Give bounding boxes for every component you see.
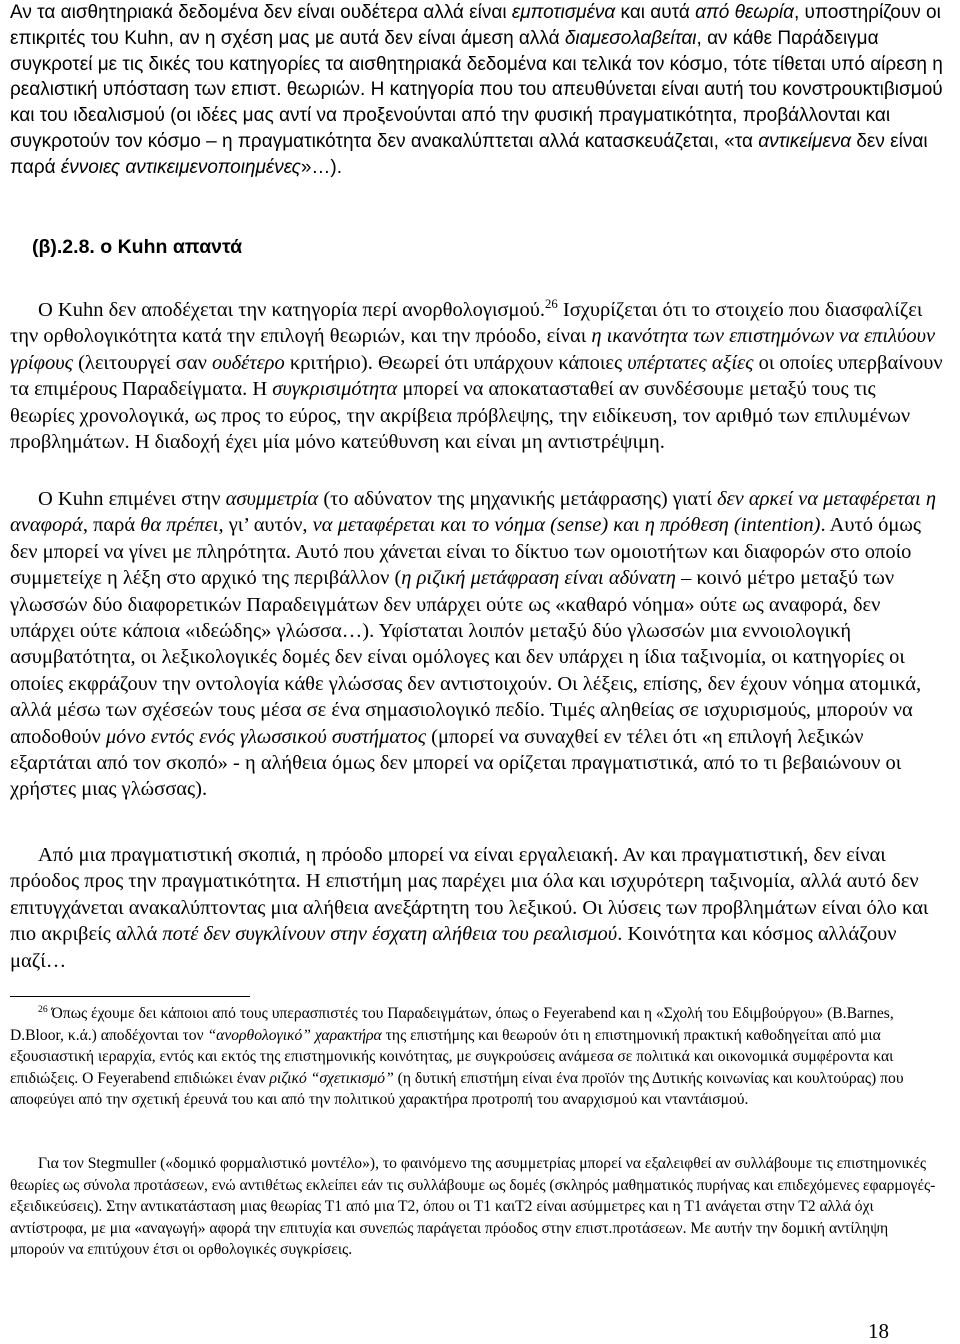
text-run: Ισχυρίζεται ότι το στοιχείο που διασφαλίζει την ορθολογικότητα κατά την επιλογή θεωριών, και την πρόοδο, είναι bbox=[10, 299, 923, 348]
text-run: Για τον Stegmuller («δομικό φορμαλιστικό μοντέλο»), το φαινόμενο της ασυμμετρίας μπορεί να εξαλειφθεί αν συλλάβουμε τις επιστημονικές θεωρίες ως σύνολα προτάσεων, ενώ αντιθέτως εκλείπει εάν τις συλλάβουμε ως δομές (σκληρός μαθηματικός πυρήνας και επιδεχόμενες εφαρμογές-εξειδικεύσεις). Στην αντικατάσταση μιας θεωρίας Τ1 από μια Τ2, όπου οι Τ1 καιΤ2 είναι ασύμμετρες και η Τ1 ανάγεται στην Τ2 αλλά όχι αντίστροφα, με μια «αναγωγή» αφορά την επιτυχία και συνεπώς παράγεται πρόοδος στην επιστ.προτάσεων. Με αυτήν την δομική αντίληψη μπορούν να επιτύχουν έτσι οι ορθολογικές συγκρίσεις. bbox=[10, 1155, 936, 1259]
body-paragraph bbox=[10, 297, 945, 455]
text-run: – κοινό μέτρο μεταξύ των γλωσσών δύο διαφορετικών Παραδειγμάτων δεν υπάρχει ούτε ως «καθαρό νόημα» ούτε ως αναφορά, δεν υπάρχει ούτε κάποια «ιδεώδης» γλώσσα…). Υφίσταται λοιπόν μεταξύ δύο γλωσσών μια εννοιολογική ασυμβατότητα, οι λεξικολογικές δομές δεν είναι ομόλογες και δεν υπάρχει η ίδια ταξινομία, οι κατηγορίες οι οποίες εκφράζουν την οντολογία κάθε γλώσσας δεν αντιστοιχούν. Οι λέξεις, επίσης, δεν έχουν νόημα ατομικά, αλλά μέσω των σχέσεών τους μέσα σε ένα σημασιολογικό πεδίο. Τιμές αληθείας σε ισχυρισμούς, μπορούν να αποδοθούν bbox=[10, 567, 922, 748]
text-run: Όπως έχουμε δει κάποιοι από τους υπερασπιστές του Παραδειγμάτων, όπως ο Feyerabend και η «Σχολή του Εδιμβούργου» (B.Barnes, D.Bloor, κ.ά.) αποδέχονται τον bbox=[10, 1005, 894, 1044]
text-run: . Αυτό όμως δεν μπορεί να γίνει με πληρότητα. Αυτό που χάνεται είναι το δίκτυο των ομοιοτήτων και διαφορών στο οποίο συμμετείχε η λέξη στο αρχικό της περιβάλλον ( bbox=[10, 514, 922, 590]
text-run: ουδέτερο bbox=[211, 351, 285, 374]
footnote bbox=[10, 1003, 945, 1111]
text-run: της επιστήμης και θεωρούν ότι η επιστημονική πρακτική καθοδηγείται από μια εξουσιαστική ιεραρχία, εντός και εκτός της επιστημονικής κοινότητας, με συγκρούσεις ανάμεσα σε πολιτικά και οικονομικά συμφέροντα και επιδιώξεις. Ο Feyerabend επιδιώκει έναν bbox=[10, 1026, 894, 1087]
text-run: Αν τα αισθητηριακά δεδομένα δεν είναι ουδέτερα αλλά είναι bbox=[10, 2, 512, 23]
text-run: συγκρισιμότητα bbox=[272, 378, 398, 401]
text-run: αντικείμενα bbox=[758, 130, 852, 152]
text-run: οι οποίες υπερβαίνουν τα επιμέρους Παραδείγματα. Η bbox=[10, 351, 943, 401]
text-run: (το αδύνατον της μηχανικής μετάφρασης) γιατί bbox=[318, 488, 717, 510]
body-paragraph bbox=[10, 486, 945, 803]
text-run: δεν αρκεί να μεταφέρεται η αναφορά bbox=[10, 488, 937, 537]
text-run: κριτήριο). Θεωρεί ότι υπάρχουν κάποιες bbox=[284, 351, 628, 374]
footnote bbox=[10, 1153, 945, 1261]
text-run: Ο Kuhn δεν αποδέχεται την κατηγορία περί ανορθολογισμού. bbox=[38, 299, 546, 321]
text-run: (η δυτική επιστήμη είναι ένα προϊόν της Δυτικής κοινωνίας και κουλτούρας) που αποφεύγει από την σχετική έρευνά του και από την πολιτικού χαρακτήρα προτροπή του αναρχισμού και νταντάισμού. bbox=[10, 1069, 904, 1109]
footnote-ref: 26 bbox=[38, 1003, 48, 1015]
text-run: έννοιες αντικειμενοποιημένες bbox=[60, 156, 301, 178]
footnote-separator bbox=[10, 996, 250, 997]
text-run: (μπορεί να συναχθεί εν τέλει ότι «η επιλογή λεξικών εξαρτάται από τον σκοπό» - η αλήθεια όμως δεν μπορεί να ορίζεται πραγματιστικά, από το τι βεβαιώνουν οι χρήστες μιας γλώσσας). bbox=[10, 725, 902, 801]
text-run: ασυμμετρία bbox=[225, 488, 319, 510]
text-run: (λειτουργεί σαν bbox=[72, 351, 212, 374]
text-run: δεν είναι παρά bbox=[10, 130, 928, 178]
text-run: η ριζική μετάφραση είναι αδύνατη bbox=[401, 567, 676, 590]
page-number: 18 bbox=[868, 1319, 889, 1343]
text-run: εμποτισμένα bbox=[511, 2, 616, 23]
text-run: υπέρτατες αξίες bbox=[627, 351, 754, 374]
text-run: , γι’ αυτόν, bbox=[218, 514, 313, 537]
body-paragraph bbox=[10, 842, 945, 974]
text-run: . Κοινότητα και κόσμος αλλάζουν μαζί… bbox=[10, 923, 897, 972]
text-run: Ο Kuhn επιμένει στην bbox=[38, 488, 226, 510]
text-run: θα πρέπει bbox=[140, 514, 219, 537]
footnote-ref: 26 bbox=[545, 297, 558, 312]
text-run: ριζικό “σχετικισμό” bbox=[269, 1069, 394, 1087]
text-run: ποτέ δεν συγκλίνουν στην έσχατη αλήθεια του ρεαλισμού bbox=[162, 923, 618, 946]
text-run: μόνο εντός ενός γλωσσικού συστήματος bbox=[105, 725, 427, 748]
text-run: “ανορθολογικό” χαρακτήρα bbox=[207, 1026, 382, 1044]
section-heading: (β).2.8. ο Kuhn απαντά bbox=[32, 236, 243, 258]
intro-paragraph bbox=[10, 0, 945, 181]
text-run: από θεωρία bbox=[695, 2, 794, 23]
text-run: διαμεσολαβείται bbox=[564, 27, 697, 49]
text-run: »…). bbox=[300, 156, 343, 178]
text-run: , υποστηρίζουν οι επικριτές του Kuhn, αν η σχέση μας με αυτά δεν είναι άμεση αλλά bbox=[10, 2, 941, 49]
text-run: Από μια πραγματιστική σκοπιά, η πρόοδο μπορεί να είναι εργαλειακή. Αν και πραγματιστική, δεν είναι πρόοδος προς την πραγματικότητα. Η επιστήμη μας παρέχει μια όλα και ισχυρότερη ταξινομία, αλλά αυτό δεν επιτυγχάνεται ανακαλύπτοντας μια αλήθεια ανεξάρτητη του λεξικού. Οι λύσεις των προβλημάτων είναι όλο και πιο ακριβείς αλλά bbox=[10, 844, 929, 946]
text-run: , αν κάθε Παράδειγμα συγκροτεί με τις δικές του κατηγορίες τα αισθητηριακά δεδομένα και τελικά τον κόσμο, τότε τίθεται υπό αίρεση η ρεαλιστική υπόσταση των επιστ. θεωριών. Η κατηγορία που του απευθύνεται είναι αυτή του κονστρουκτιβισμού και του ιδεαλισμού (οι ιδέες μας αντί να προξενούνται από την φυσική πραγματικότητα, προβάλλονται και συγκροτούν τον κόσμο – η πραγματικότητα δεν ανακαλύπτεται αλλά κατασκευάζεται, «τα bbox=[10, 27, 943, 152]
text-run: να μεταφέρεται και το νόημα (sense) και η πρόθεση (intention) bbox=[312, 514, 821, 537]
text-run: η ικανότητα των επιστημόνων να επιλύουν γρίφους bbox=[10, 325, 936, 374]
text-run: μπορεί να αποκατασταθεί αν συνδέσουμε μεταξύ τους τις θεωρίες χρονολογικά, ως προς το εύρος, την ακρίβεια πρόβλεψης, την ειδίκευση, τον αριθμό των επιλυμένων προβλημάτων. Η διαδοχή έχει μία μόνο κατεύθυνση και είναι μη αντιστρέψιμη. bbox=[10, 378, 911, 454]
text-run: , παρά bbox=[82, 514, 141, 537]
text-run: και αυτά bbox=[615, 2, 696, 23]
